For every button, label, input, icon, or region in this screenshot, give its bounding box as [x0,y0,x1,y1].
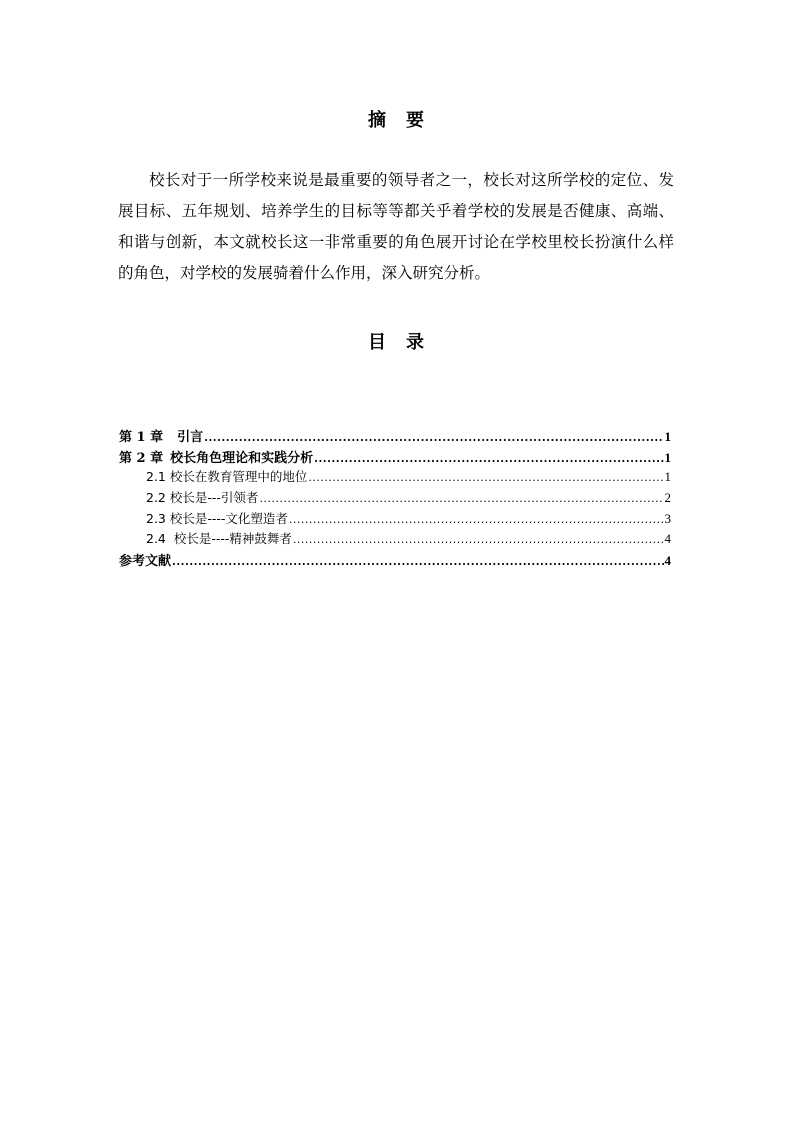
toc-entry-number: 2.1 [146,469,166,485]
toc-heading: 目 录 [368,332,425,353]
toc-entry-title [146,509,288,527]
toc-dot-leader [314,452,663,465]
toc-page-number: 3 [664,510,671,526]
toc-entry-chapter-2[interactable] [119,447,671,468]
toc-dot-leader [172,555,663,568]
toc-dot-leader [289,513,664,526]
toc-page-number: 1 [664,429,671,444]
toc-entry-label: 校长是---引领者 [169,490,259,506]
toc-entry-section-2-3[interactable] [119,509,671,530]
toc-entry-label: 校长在教育管理中的地位 [169,469,308,485]
toc-entry-chapter-1[interactable] [119,426,671,447]
toc-entry-section-2-4[interactable] [119,529,671,550]
toc-page-number: 1 [664,469,671,485]
toc-dot-leader [259,492,663,505]
toc-dot-leader [308,471,663,484]
toc-entry-label: 引言 [177,430,204,445]
toc-entry-number: 2.3 [146,510,166,526]
table-of-contents [119,426,671,571]
toc-page-number: 4 [664,531,671,547]
toc-page-number: 4 [664,553,671,569]
toc-entry-title [119,550,171,569]
toc-dot-leader [293,533,664,546]
toc-entry-label: 校长是----精神鼓舞者 [173,531,292,547]
toc-entry-title [119,447,313,466]
toc-entry-label: 参考文献 [119,554,172,570]
toc-entry-number: 2.4 [146,531,166,547]
abstract-paragraph: 校长对于一所学校来说是最重要的领导者之一，校长对这所学校的定位、发展目标、五年规划、培养学生的目标等等都关乎着学校的发展是否健康、高端、和谐与创新，本文就校长这一非常重要的角色展开讨论在学校里校长扮演什么样的角色，对学校的发展骑着什么作用，深入研究分析。 [118,171,674,282]
toc-entry-label: 校长角色理论和实践分析 [170,450,314,466]
toc-page-number: 2 [664,490,671,506]
toc-page-number: 1 [664,449,671,465]
toc-entry-title [146,529,292,547]
toc-entry-title [146,467,307,485]
toc-entry-number: 第 1 章 [119,430,164,445]
toc-entry-number: 第 2 章 [119,450,164,466]
toc-dot-leader [204,431,663,444]
toc-entry-title [119,426,203,445]
toc-entry-section-2-2[interactable] [119,488,671,509]
toc-entry-references[interactable] [119,550,671,571]
toc-entry-section-2-1[interactable] [119,467,671,488]
toc-entry-title [146,488,258,506]
abstract-heading: 摘 要 [368,110,425,131]
toc-entry-label: 校长是----文化塑造者 [169,510,288,526]
toc-entry-number: 2.2 [146,490,166,506]
